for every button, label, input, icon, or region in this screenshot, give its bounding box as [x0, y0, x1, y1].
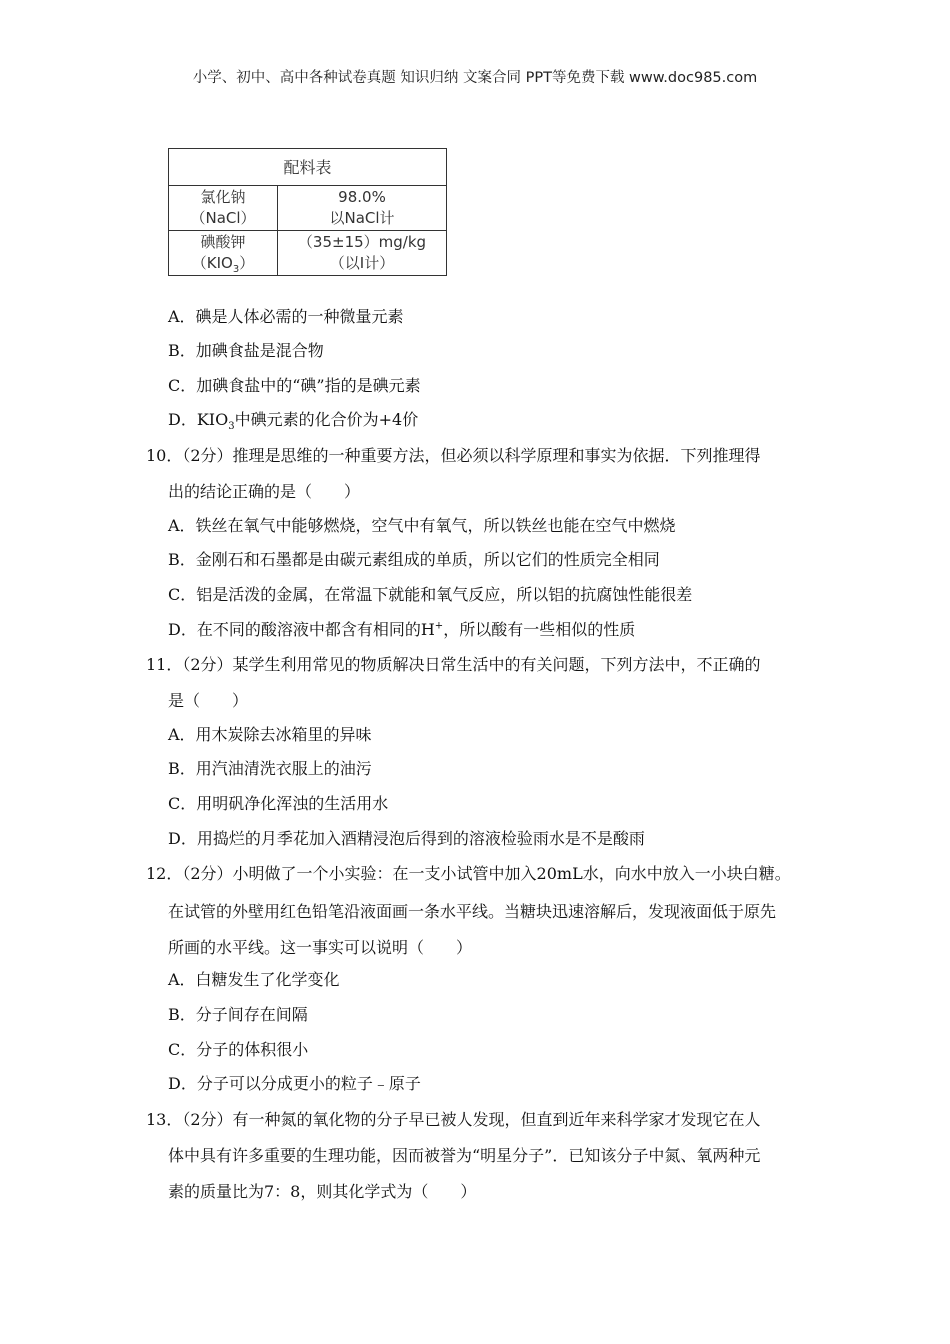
q10-option-d: D．在不同的酸溶液中都含有相同的H+，所以酸有一些相似的性质: [168, 620, 636, 639]
q9-option-d: D．$KIO_3$中碘元素的化合价为+4价: [168, 410, 419, 433]
ingredient-table: [168, 148, 447, 276]
page-header: 小学、初中、高中各种试卷真题 知识归纳 文案合同 PPT等免费下载 www.doc985.com: [192, 70, 758, 86]
table-title: 配料表: [169, 149, 447, 186]
q10-option-c: C．铝是活泼的金属，在常温下就能和氧气反应，所以铝的抗腐蚀性能很差: [168, 585, 693, 604]
q11-stem-line2: 是（ ）: [168, 691, 249, 710]
q13-stem-line3: 素的质量比为7：8，则其化学式为（ ）: [168, 1182, 477, 1201]
q12-option-c: C．分子的体积很小: [168, 1040, 309, 1059]
q9-option-c: C．加碘食盐中的“碘”指的是碘元素: [168, 376, 421, 395]
table-cell-kio3-name: 碘酸钾 $(KIO_3)$: [169, 231, 278, 276]
q9-option-b: B．加碘食盐是混合物: [168, 341, 324, 360]
q13-stem-line2: 体中具有许多重要的生理功能，因而被誉为“明星分子”．已知该分子中氮、氧两种元: [168, 1146, 761, 1165]
q12-stem-line2: 在试管的外壁用红色铅笔沿液面画一条水平线。当糖块迅速溶解后，发现液面低于原先: [168, 902, 777, 921]
q12-option-a: A．白糖发生了化学变化: [168, 970, 340, 989]
table-cell-nacl-value: 98.0% 以NaCl计: [278, 186, 447, 231]
q11-option-b: B．用汽油清洗衣服上的油污: [168, 759, 372, 778]
table-cell-nacl-name: 氯化钠 （NaCl）: [169, 186, 278, 231]
q12-stem-line1: 12．（2分）小明做了一个小实验：在一支小试管中加入20mL水，向水中放入一小块白糖。: [146, 864, 791, 883]
q13-stem-line1: 13．（2分）有一种氮的氧化物的分子早已被人发现，但直到近年来科学家才发现它在人: [146, 1110, 761, 1129]
q10-option-b: B．金刚石和石墨都是由碳元素组成的单质，所以它们的性质完全相同: [168, 550, 660, 569]
q11-option-c: C．用明矾净化浑浊的生活用水: [168, 794, 389, 813]
q12-stem-line3: 所画的水平线。这一事实可以说明（ ）: [168, 938, 473, 957]
q12-option-d: D．分子可以分成更小的粒子﹣原子: [168, 1074, 421, 1093]
q10-stem-line2: 出的结论正确的是（ ）: [168, 482, 361, 501]
table-cell-kio3-value: （35±15）mg/kg （以I计）: [278, 231, 447, 276]
q11-stem-line1: 11．（2分）某学生利用常见的物质解决日常生活中的有关问题，下列方法中，不正确的: [146, 655, 761, 674]
q9-option-a: A．碘是人体必需的一种微量元素: [168, 307, 404, 326]
q11-option-a: A．用木炭除去冰箱里的异味: [168, 725, 372, 744]
q10-stem-line1: 10．（2分）推理是思维的一种重要方法，但必须以科学原理和事实为依据．下列推理得: [146, 446, 761, 465]
q11-option-d: D．用捣烂的月季花加入酒精浸泡后得到的溶液检验雨水是不是酸雨: [168, 829, 645, 848]
q12-option-b: B．分子间存在间隔: [168, 1005, 308, 1024]
q10-option-a: A．铁丝在氧气中能够燃烧，空气中有氧气，所以铁丝也能在空气中燃烧: [168, 516, 676, 535]
